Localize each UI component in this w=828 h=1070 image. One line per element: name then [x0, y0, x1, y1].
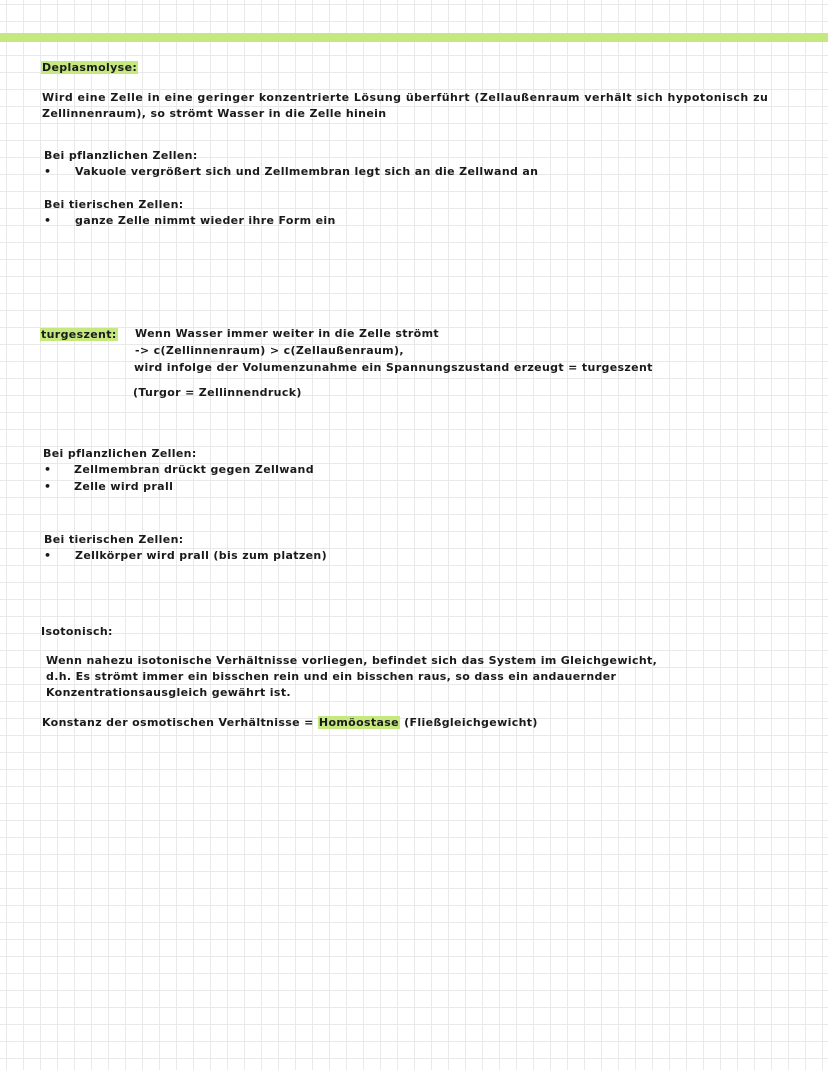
- bullet-icon: •: [44, 214, 52, 227]
- deplasmolyse-intro-line2: Zellinnenraum), so strömt Wasser in die Zelle hinein: [42, 107, 387, 120]
- turgeszent-line3: wird infolge der Volumenzunahme ein Spannungszustand erzeugt = turgeszent: [134, 361, 653, 374]
- homoeostase-highlight: Homöostase: [318, 716, 399, 729]
- deplasmolyse-intro-line1: Wird eine Zelle in eine geringer konzentrierte Lösung überführt (Zellaußenraum verhält sich hypotonisch zu: [42, 91, 769, 104]
- summary-suffix: (Fließgleichgewicht): [399, 716, 538, 729]
- turgeszent-line2: -> c(Zellinnenraum) > c(Zellaußenraum),: [135, 344, 404, 357]
- isotonisch-line2: d.h. Es strömt immer ein bisschen rein und ein bisschen raus, so dass ein andauernder: [46, 670, 617, 683]
- bullet-icon: •: [44, 165, 52, 178]
- bullet-icon: •: [44, 463, 52, 476]
- turgeszent-line1: Wenn Wasser immer weiter in die Zelle strömt: [135, 327, 439, 340]
- list-item: Zelle wird prall: [74, 480, 174, 493]
- header-accent-bar: [0, 33, 828, 42]
- turgeszent-label: turgeszent:: [41, 328, 117, 341]
- list-item: Zellmembran drückt gegen Zellwand: [74, 463, 314, 476]
- turgeszent-animal-heading: Bei tierischen Zellen:: [44, 533, 184, 546]
- homoeostase-summary: [42, 716, 538, 730]
- list-item: Zellkörper wird prall (bis zum platzen): [75, 549, 327, 562]
- turgor-note: (Turgor = Zellinnendruck): [133, 386, 302, 399]
- bullet-icon: •: [44, 480, 52, 493]
- deplasmolyse-heading: Deplasmolyse:: [42, 61, 138, 74]
- turgeszent-plant-heading: Bei pflanzlichen Zellen:: [43, 447, 197, 460]
- list-item: ganze Zelle nimmt wieder ihre Form ein: [75, 214, 336, 227]
- isotonisch-line1: Wenn nahezu isotonische Verhältnisse vorliegen, befindet sich das System im Gleichgewicht,: [46, 654, 658, 667]
- isotonisch-heading: Isotonisch:: [41, 625, 113, 638]
- deplasmolyse-animal-heading: Bei tierischen Zellen:: [44, 198, 184, 211]
- deplasmolyse-plant-heading: Bei pflanzlichen Zellen:: [44, 149, 198, 162]
- list-item: Vakuole vergrößert sich und Zellmembran legt sich an die Zellwand an: [75, 165, 539, 178]
- bullet-icon: •: [44, 549, 52, 562]
- isotonisch-line3: Konzentrationsausgleich gewährt ist.: [46, 686, 291, 699]
- summary-prefix: Konstanz der osmotischen Verhältnisse =: [42, 716, 318, 729]
